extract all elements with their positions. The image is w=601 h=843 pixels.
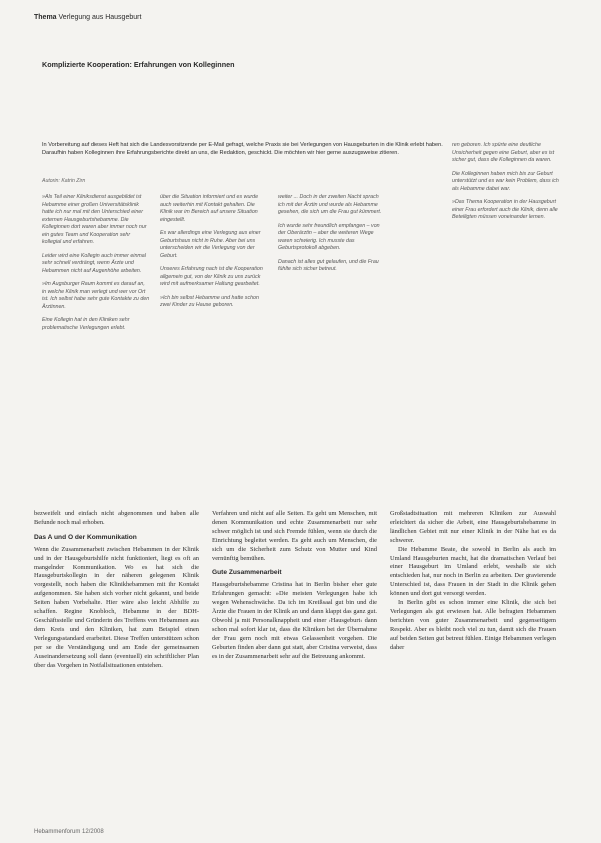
section-heading: Gute Zusammenarbeit bbox=[212, 569, 282, 577]
body-paragraph: Wenn die Zusammenarbeit zwischen Hebammen in der Klinik und in der Hausgeburtshilfe nicht funktioniert, liegt es oft an mangelnder Kommunikation. Wo es hat sich die Hausgeburtskollegin in der näheren gelegenen Klinik vorgestellt, noch haben die Klinikhebammen mit ihr Kontakt aufgenommen. Sie haben sich vorher nicht gekannt, und beide Seiten haben Vorbehalte. Hier wäre also leicht Abhilfe zu schaffen. Regine Knobloch, Hebamme in der BDH-Geschäftsstelle und Gründerin des Treffens von Hebammen aus dem Kreis und den Kliniken, hat zum Beispiel einen Verlegungsstandard erarbeitet. Diese Treffen unterstützen schon per se die Verständigung und am Ende der gemeinsamen Auseinandersetzung soll dann (eventuell) ein schriftlicher Plan über das Vorgehen in Notfallsituationen entstehen. bbox=[34, 545, 199, 669]
page-footer: Hebammenforum 12/2008 bbox=[34, 829, 104, 835]
ghost-heading bbox=[395, 22, 595, 39]
body-column-2 bbox=[212, 510, 377, 662]
box-column-2: über die Situation informiert und es wurde auch weiterhin mit Kontakt gehalten. Die Klinik war im Bereich auf unsere Situation eingestellt. Es war allerdings eine Verlegung aus einer Geburtshaus nicht in Ruhe. Aber bei uns unterscheiden wir die Verlegung von der Geburt. Unseres Erfahrung nach ist die Kooperation allgemein gut, von der Klinik zu uns zurück wird mit aufmerksamer Haltung gearbeitet. »Ich bin selbst Hebamme und hatte schon zwei Kinder zu Hause geboren. bbox=[160, 194, 263, 308]
header-title: Verlegung aus Hausgeburt bbox=[58, 14, 142, 21]
body-paragraph: Die Hebamme Beate, die sowohl in Berlin als auch im Umland Hausgeburten macht, hat die dramatischen Verlauf bei einer Hausgeburt im Umland erlebt, weshalb sie sich entschieden hat, nur noch in Berlin zu arbeiten. Der gravierende Unterschied ist, dass Frauen in der Stadt in die Klinik gehen können und dort gut versorgt werden. bbox=[390, 545, 556, 598]
box-title: Komplizierte Kooperation: Erfahrungen von Kolleginnen bbox=[42, 60, 235, 69]
body-paragraph: bezweifelt und einfach nicht abgenommen und haben alle Befunde noch mal erhoben. bbox=[34, 510, 199, 526]
box-intro: In Vorbereitung auf dieses Heft hat sich die Landesvorsitzende per E-Mail gefragt, welche Praxis sie bei Verlegungen von Hausgeburten in die Klinik erlebt haben. Daraufhin haben Kolleginnen ihre Erfahrungsberichte direkt an uns, die Redaktion, geschickt. Die möchten wir hier gerne auszugsweise zitieren. bbox=[42, 142, 443, 156]
experience-box bbox=[30, 46, 570, 496]
body-column-1 bbox=[34, 510, 199, 670]
box-column-1: »Als Teil einer Kliniksdienst ausgebildet ist Hebamme einer großen Universitätsklinik hatte ich nur mal mit den Unterschied einer externen Hausgeburtshebamme. Die Kolleginnen dort waren aber immer noch nur ein gutes Team und Kooperation sehr kollegial und erfahren. Leider wird eine Kollegin auch immer einmal sehr schnell verdrängt, wenn Ärzte und Hebammen nicht auf Augenhöhe arbeiten. »Im Augsburger Raum kommt es darauf an, in welche Klinik man verlegt und wer vor Ort ist. Ich selbst habe sehr gute Kontakte zu den Ärztinnen. Eine Kollegin hat in den Kliniken sehr problematische Verlegungen erlebt. bbox=[42, 194, 150, 331]
body-paragraph: Verfahren und nicht auf alle Seiten. Es geht um Menschen, mit denen Kommunikation und echte Zusammenarbeit nur sehr schwer möglich ist und sich Fremde fühlen, wenn sie durch die Einrichtung begleitet werden. Es geht auch um Menschen, die sich um die Sicherheit zum Schutz von Mutter und Kind vernünftig bemühen. bbox=[212, 510, 377, 562]
box-column-4: ren geboren. Ich spürte eine deutliche Unsicherheit gegen eine Geburt, aber es ist sicher gut, dass die Kolleginnen da waren. Die Kolleginnen haben mich bis zur Geburt unterstützt und es war kein Problem, dass ich als Hebamme dabei war. »Das Thema Kooperation in der Hausgeburt einer Frau erfordert auch die Klinik, denn alle Beteiligten müssen voneinander lernen. bbox=[452, 142, 559, 220]
body-column-3 bbox=[390, 510, 556, 653]
box-byline: Autorin: Katrin Zirn bbox=[42, 178, 86, 184]
body-paragraph: In Berlin gibt es schon immer eine Klinik, die sich bei Verlegungen als gut erwiesen hat. Alle befragten Hebammen berichten von guter Zusammenarbeit und gegenseitigem Respekt. Aber es bleibt noch viel zu tun, damit sich die Frauen auf beiden Seiten gut betreut fühlen. Einige Hebammen verlegen daher bbox=[390, 599, 556, 651]
body-paragraph: Großstadtsituation mit mehreren Kliniken zur Auswahl erleichtert da sicher die Arbeit, eine Hausgeburtshebamme in ländlichen Gebiet mit nur einer Klinik in der Nähe hat es da schwerer. bbox=[390, 510, 556, 544]
section-heading: Das A und O der Kommunikation bbox=[34, 533, 137, 541]
box-column-3: weiter ... Doch in der zweiten Nacht sprach ich mit der Ärztin und wurde als Hebamme gesehen, die sich um die Frau gut kümmert. Ich wurde sehr freundlich empfangen – von der Oberärztin – aber die weiteren Wege waren schwierig. Ich musste das Geburtsprotokoll abgeben. Danach ist alles gut gelaufen, und die Frau fühlte sich sicher betreut. bbox=[278, 194, 382, 272]
body-paragraph: Hausgeburtshebamme Cristina hat in Berlin bisher eher gute Erfahrungen gemacht: »Die meisten Verlegungen habe ich wegen Wehenschwäche. Da ich im Kreißsaal gut bin und die Ärzte die Frauen in der Klinik an und dann klappt das ganz gut. Obwohl ja mit Personalknappheit und einer ›Hausgeburt‹ dann schon mal sofort klar ist, dass die Kliniken bei der Übernahme der Frau gern noch mit etwas Gelassenheit vorgehen. Die Geburten finden aber dann gut statt, aber Cristina verweist, dass es in der Zusammenarbeit sehr auf die Betreuung ankommt. bbox=[212, 581, 377, 660]
header-tag: Thema bbox=[34, 14, 57, 21]
